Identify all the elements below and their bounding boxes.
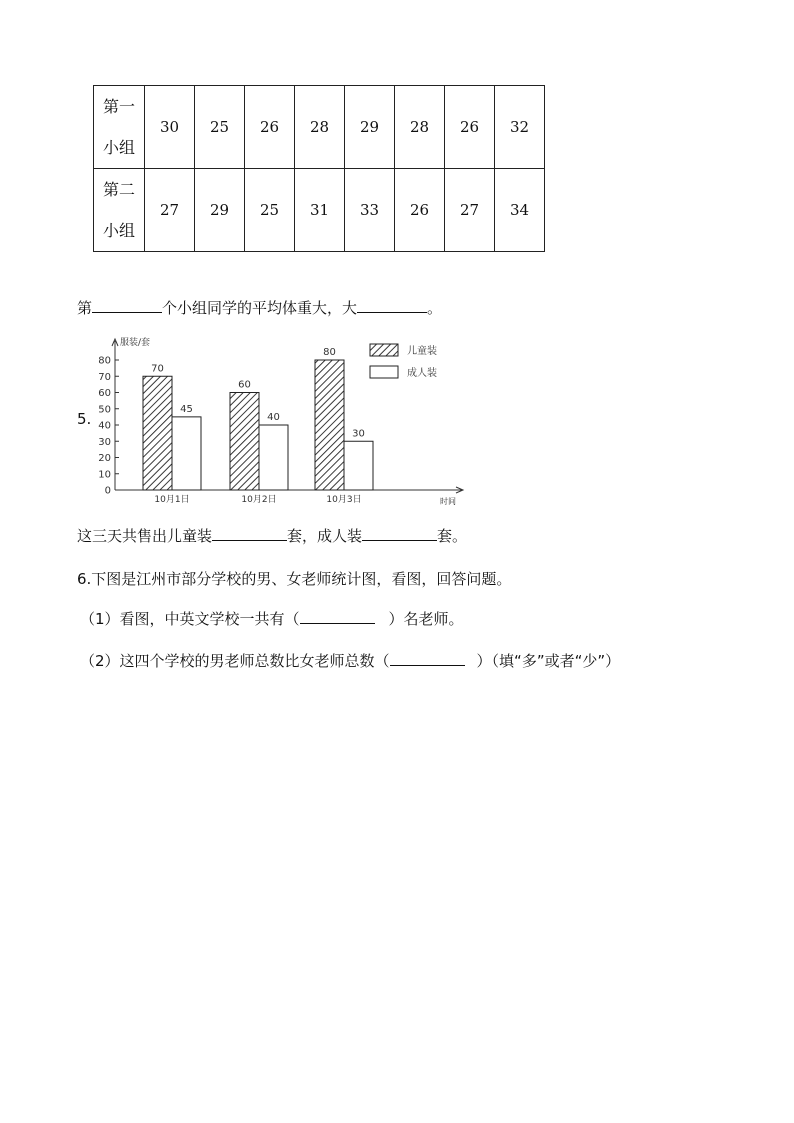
bar-value-label: 70 bbox=[151, 363, 164, 375]
q4-prefix: 第 bbox=[77, 299, 93, 317]
q4-answer-line bbox=[77, 297, 442, 318]
weight-cell: 27 bbox=[145, 169, 195, 252]
y-tick-label: 20 bbox=[98, 453, 111, 464]
x-tick-label: 10月3日 bbox=[326, 495, 362, 505]
y-tick-label: 0 bbox=[104, 485, 111, 497]
bar-value-label: 45 bbox=[180, 403, 193, 415]
y-tick-label: 60 bbox=[98, 388, 111, 399]
bar-value-label: 80 bbox=[323, 347, 336, 358]
weight-cell: 25 bbox=[245, 169, 295, 252]
bar bbox=[143, 376, 172, 490]
group-label bbox=[94, 86, 145, 169]
group-label-line1: 第二 bbox=[102, 180, 135, 199]
weight-cell: 30 bbox=[145, 86, 195, 169]
y-tick-label: 50 bbox=[98, 404, 111, 416]
q4-suffix: 。 bbox=[427, 299, 443, 317]
group-label-line2: 小组 bbox=[102, 138, 135, 157]
y-tick-label: 10 bbox=[98, 469, 111, 481]
legend-swatch bbox=[370, 344, 398, 356]
bar-value-label: 30 bbox=[352, 428, 365, 440]
q6-sub1-suffix: ）名老师。 bbox=[388, 610, 464, 628]
x-tick-label: 10月2日 bbox=[241, 495, 277, 505]
q6-title: 6.下图是江州市部分学校的男、女老师统计图，看图，回答问题。 bbox=[77, 570, 512, 588]
bar bbox=[230, 393, 259, 491]
question-number-5: 5. bbox=[77, 410, 92, 428]
q5-answer-line bbox=[77, 525, 467, 546]
y-axis-label: 服装/套 bbox=[120, 338, 151, 348]
weight-cell: 29 bbox=[345, 86, 395, 169]
q6-sub1 bbox=[80, 608, 464, 629]
group-label-line1: 第一 bbox=[102, 97, 135, 116]
weight-cell: 26 bbox=[445, 86, 495, 169]
table-row bbox=[94, 86, 545, 169]
group-label bbox=[94, 169, 145, 252]
weight-cell: 26 bbox=[395, 169, 445, 252]
clothing-sales-bar-chart bbox=[90, 333, 475, 505]
y-tick-label: 80 bbox=[98, 355, 111, 367]
q6-sub2-suffix: ）（填“多”或者“少”） bbox=[476, 652, 621, 670]
y-tick-label: 70 bbox=[98, 371, 111, 383]
q6-sub1-prefix: （1）看图，中英文学校一共有（ bbox=[80, 610, 300, 628]
weight-table bbox=[93, 85, 545, 252]
x-tick-label: 10月1日 bbox=[154, 495, 190, 505]
q5-mid: 套，成人装 bbox=[287, 527, 363, 545]
weight-cell: 34 bbox=[495, 169, 545, 252]
weight-cell: 32 bbox=[495, 86, 545, 169]
weight-cell: 25 bbox=[195, 86, 245, 169]
bar bbox=[315, 360, 344, 490]
x-axis-label: 时间 bbox=[440, 497, 456, 505]
answer-blank[interactable] bbox=[357, 298, 427, 313]
bar bbox=[172, 417, 201, 490]
bar-value-label: 60 bbox=[238, 379, 251, 391]
weight-cell: 26 bbox=[245, 86, 295, 169]
y-tick-label: 30 bbox=[98, 436, 111, 448]
legend-label: 儿童装 bbox=[407, 346, 437, 357]
q5-suffix: 套。 bbox=[437, 527, 468, 545]
answer-blank[interactable] bbox=[362, 526, 437, 541]
q4-mid: 个小组同学的平均体重大，大 bbox=[162, 299, 358, 317]
answer-blank[interactable] bbox=[212, 526, 287, 541]
bar-value-label: 40 bbox=[267, 412, 280, 423]
legend-swatch bbox=[370, 366, 398, 378]
group-label-line2: 小组 bbox=[102, 221, 135, 240]
answer-blank[interactable] bbox=[390, 651, 465, 666]
table-row bbox=[94, 169, 545, 252]
bar bbox=[344, 441, 373, 490]
weight-cell: 33 bbox=[345, 169, 395, 252]
answer-blank[interactable] bbox=[300, 609, 375, 624]
weight-cell: 27 bbox=[445, 169, 495, 252]
q5-prefix: 这三天共售出儿童装 bbox=[77, 527, 213, 545]
weight-cell: 31 bbox=[295, 169, 345, 252]
weight-table-wrap bbox=[93, 85, 545, 252]
bar bbox=[259, 425, 288, 490]
weight-cell: 28 bbox=[295, 86, 345, 169]
weight-cell: 28 bbox=[395, 86, 445, 169]
q6-sub2 bbox=[80, 650, 620, 671]
y-tick-label: 40 bbox=[98, 420, 111, 432]
q6-sub2-prefix: （2）这四个学校的男老师总数比女老师总数（ bbox=[80, 652, 390, 670]
weight-cell: 29 bbox=[195, 169, 245, 252]
answer-blank[interactable] bbox=[92, 298, 162, 313]
legend-label: 成人装 bbox=[407, 368, 437, 379]
